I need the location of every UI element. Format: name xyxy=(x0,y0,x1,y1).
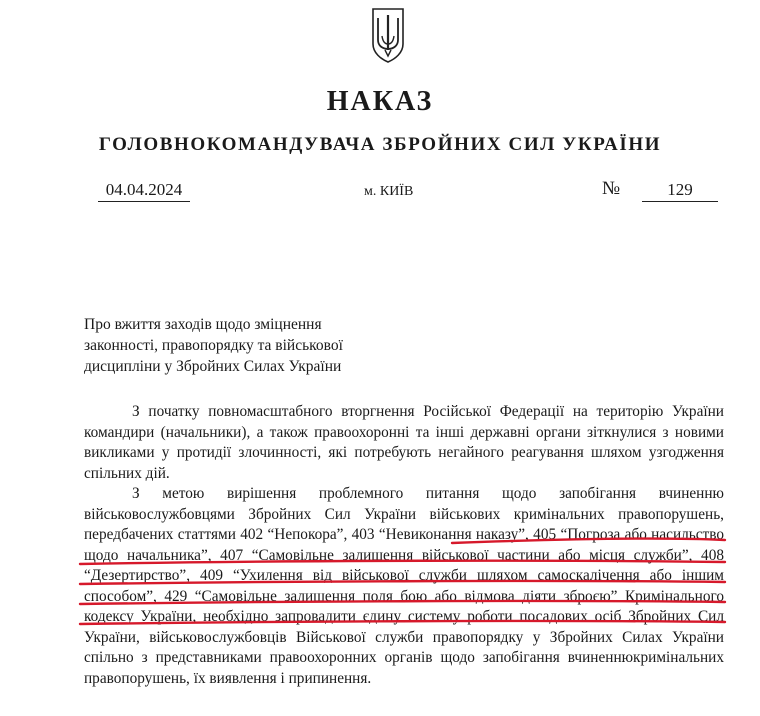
order-city: м. КИЇВ xyxy=(364,184,414,199)
paragraph-2-intro: З метою вирішення проблемного питання щодо запобігання вчиненню військовослужбовцями Збройних Сил України військових кримінальних правопорушень, передбачених статтями 402 xyxy=(84,485,724,543)
order-subject xyxy=(84,314,414,377)
subject-line-3: дисципліни у Збройних Силах України xyxy=(84,358,342,375)
highlighted-articles: “Непокора”, 403 “Невиконання наказу”, 405 “Погроза або насильство щодо начальника”, 407 “Самовільне залишення військової частини або місця служби”, 408 “Дезертирство”, 409 “Ухилення від військової служби шляхом самоскалічення або іншим способом”, 429 “Самовільне залишення поля бою або відмова діяти зброєю” xyxy=(84,526,724,605)
document-title: НАКАЗ xyxy=(326,86,434,117)
order-number-label: № xyxy=(602,178,621,199)
order-number: 129 xyxy=(642,180,718,202)
order-date: 04.04.2024 xyxy=(98,180,190,202)
subject-line-1: Про вжиття заходів щодо зміцнення xyxy=(84,316,322,333)
order-body xyxy=(84,402,724,689)
trident-icon xyxy=(368,6,408,64)
paragraph-2-rest: Кримінального кодексу України, необхідно запровадити єдину систему роботи посадових осіб Збройних Сил України, військовослужбовців Військової служби правопорядку у Збройних Силах України спільно з представниками правоохоронних органів щодо запобігання вчиненнюкримінальних правопорушень, їх виявлення і припинення. xyxy=(84,587,725,687)
emblem xyxy=(368,6,408,64)
document-subtitle: ГОЛОВНОКОМАНДУВАЧА ЗБРОЙНИХ СИЛ УКРАЇНИ xyxy=(98,134,662,155)
subject-line-2: законності, правопорядку та військової xyxy=(84,337,343,354)
paragraph-1: З початку повномасштабного вторгнення Російської Федерації на територію України командири (начальники), а також правоохоронні та інші державні органи зіткнулися з новими викликами у протидії злочинності, які потребують негайного реагування шляхом узгодження спільних дій. xyxy=(84,403,724,482)
paragraph-2 xyxy=(84,484,724,689)
